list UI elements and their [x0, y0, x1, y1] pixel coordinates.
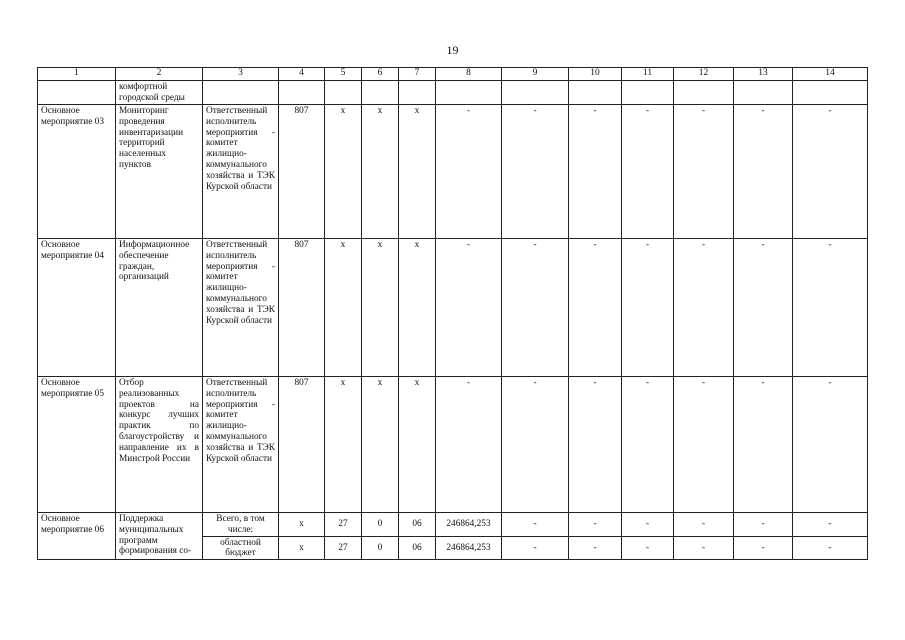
- event-description: Поддержка муниципальных программ формирования со-: [116, 513, 203, 560]
- responsible-executor: Ответственный исполнитель мероприятия - комитет жилищно-коммунального хозяйства и ТЭК Курской области: [203, 377, 279, 513]
- column-header-5: 5: [325, 68, 362, 81]
- value-col-5: x: [325, 377, 362, 513]
- value-col-14: -: [793, 377, 868, 513]
- value-col-6: x: [362, 105, 399, 239]
- value-col-14: -: [793, 513, 868, 537]
- value-col-11: -: [622, 536, 674, 560]
- value-col-9: -: [502, 513, 569, 537]
- value-col-5: x: [325, 105, 362, 239]
- event-name: Основное мероприятие 06: [38, 513, 116, 560]
- value-col-4: 807: [279, 377, 325, 513]
- value-col-6: 0: [362, 513, 399, 537]
- value-col-14: -: [793, 105, 868, 239]
- value-col-6: x: [362, 377, 399, 513]
- value-col-5: x: [325, 239, 362, 377]
- value-col-5: 27: [325, 513, 362, 537]
- value-col-9: -: [502, 239, 569, 377]
- value-col-10: -: [569, 239, 622, 377]
- value-col-7: x: [399, 105, 436, 239]
- value-col-8: 246864,253: [436, 536, 502, 560]
- column-header-8: 8: [436, 68, 502, 81]
- cell-empty: [399, 81, 436, 105]
- column-header-7: 7: [399, 68, 436, 81]
- column-header-13: 13: [734, 68, 793, 81]
- value-col-13: -: [734, 513, 793, 537]
- value-col-12: -: [674, 377, 734, 513]
- funding-source: областной бюджет: [203, 536, 279, 560]
- value-col-4: 807: [279, 239, 325, 377]
- value-col-7: x: [399, 239, 436, 377]
- cell-empty: [502, 81, 569, 105]
- value-col-10: -: [569, 377, 622, 513]
- responsible-executor: Ответственный исполнитель мероприятия - комитет жилищно-коммунального хозяйства и ТЭК Курской области: [203, 239, 279, 377]
- column-header-2: 2: [116, 68, 203, 81]
- page-number: 19: [446, 43, 459, 57]
- header-row: [38, 68, 868, 81]
- event-description: Отбор реализованных проектов на конкурс лучших практик по благоустройству и направление их в Минстрой России: [116, 377, 203, 513]
- value-col-4: 807: [279, 105, 325, 239]
- value-col-14: -: [793, 239, 868, 377]
- value-col-8: 246864,253: [436, 513, 502, 537]
- value-col-13: -: [734, 377, 793, 513]
- value-col-11: -: [622, 513, 674, 537]
- value-col-8: -: [436, 239, 502, 377]
- event-name: Основное мероприятие 04: [38, 239, 116, 377]
- value-col-12: -: [674, 536, 734, 560]
- cell-empty: [622, 81, 674, 105]
- value-col-9: -: [502, 105, 569, 239]
- table-row: [38, 105, 868, 239]
- value-col-6: 0: [362, 536, 399, 560]
- column-header-4: 4: [279, 68, 325, 81]
- value-col-8: -: [436, 105, 502, 239]
- funding-source: Всего, в том числе:: [203, 513, 279, 537]
- value-col-12: -: [674, 239, 734, 377]
- table-row: [38, 513, 868, 537]
- value-col-9: -: [502, 377, 569, 513]
- value-col-4: x: [279, 513, 325, 537]
- cell-empty: [325, 81, 362, 105]
- table-row: [38, 239, 868, 377]
- value-col-11: -: [622, 105, 674, 239]
- cell-empty: [436, 81, 502, 105]
- value-col-12: -: [674, 105, 734, 239]
- value-col-14: -: [793, 536, 868, 560]
- value-col-13: -: [734, 105, 793, 239]
- event-description: комфортной городской среды: [116, 81, 203, 105]
- value-col-7: 06: [399, 536, 436, 560]
- cell-empty: [38, 81, 116, 105]
- value-col-10: -: [569, 513, 622, 537]
- column-header-6: 6: [362, 68, 399, 81]
- cell-empty: [203, 81, 279, 105]
- cell-empty: [569, 81, 622, 105]
- cell-empty: [362, 81, 399, 105]
- event-name: Основное мероприятие 03: [38, 105, 116, 239]
- table-row: [38, 377, 868, 513]
- budget-table: [37, 67, 868, 560]
- value-col-6: x: [362, 239, 399, 377]
- continued-row: [38, 81, 868, 105]
- value-col-7: 06: [399, 513, 436, 537]
- column-header-10: 10: [569, 68, 622, 81]
- event-description: Информационное обеспечение граждан, организаций: [116, 239, 203, 377]
- value-col-9: -: [502, 536, 569, 560]
- value-col-12: -: [674, 513, 734, 537]
- column-header-11: 11: [622, 68, 674, 81]
- column-header-14: 14: [793, 68, 868, 81]
- value-col-11: -: [622, 239, 674, 377]
- cell-empty: [674, 81, 734, 105]
- cell-empty: [734, 81, 793, 105]
- column-header-12: 12: [674, 68, 734, 81]
- value-col-10: -: [569, 105, 622, 239]
- cell-empty: [793, 81, 868, 105]
- cell-empty: [279, 81, 325, 105]
- value-col-13: -: [734, 239, 793, 377]
- column-header-3: 3: [203, 68, 279, 81]
- responsible-executor: Ответственный исполнитель мероприятия - комитет жилищно-коммунального хозяйства и ТЭК Курской области: [203, 105, 279, 239]
- column-header-9: 9: [502, 68, 569, 81]
- value-col-11: -: [622, 377, 674, 513]
- event-name: Основное мероприятие 05: [38, 377, 116, 513]
- column-header-1: 1: [38, 68, 116, 81]
- value-col-10: -: [569, 536, 622, 560]
- value-col-7: x: [399, 377, 436, 513]
- event-description: Мониторинг проведения инвентаризации территорий населенных пунктов: [116, 105, 203, 239]
- value-col-8: -: [436, 377, 502, 513]
- value-col-13: -: [734, 536, 793, 560]
- value-col-4: x: [279, 536, 325, 560]
- value-col-5: 27: [325, 536, 362, 560]
